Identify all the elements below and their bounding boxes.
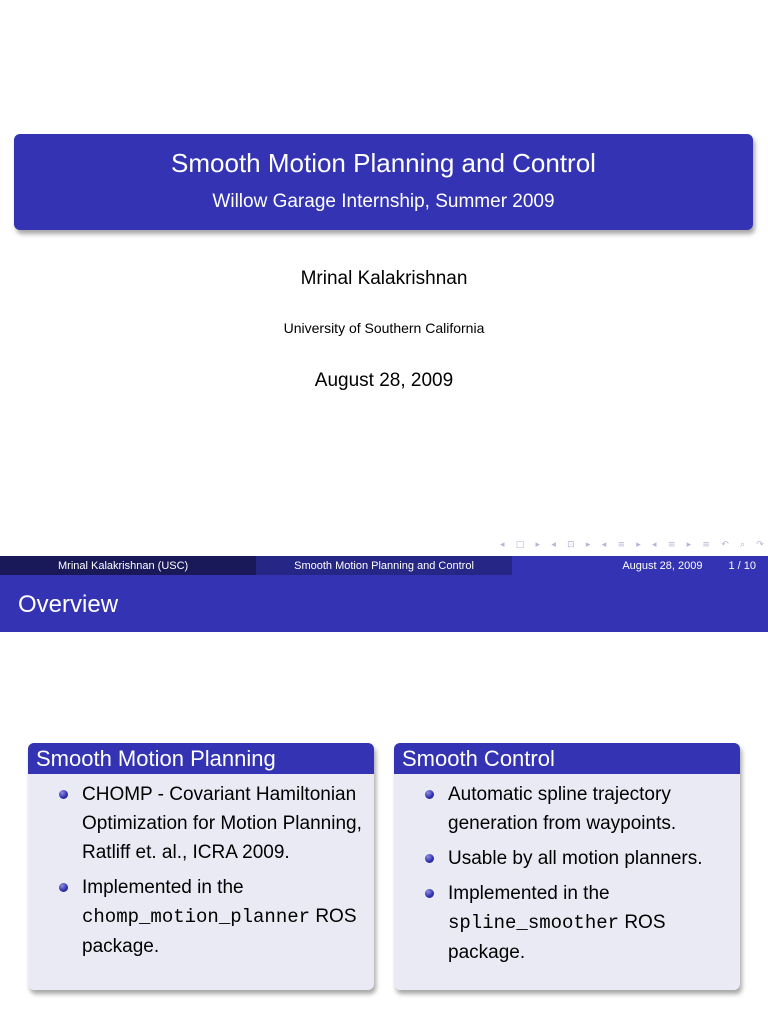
nav-next-subsection-icon[interactable]: ▸ — [636, 540, 641, 550]
footline — [0, 556, 768, 575]
nav-prev-subsection-icon[interactable]: ◂ — [601, 540, 607, 550]
package-name: spline_smoother — [448, 912, 620, 934]
list-item — [394, 879, 740, 967]
bullet-icon — [59, 790, 68, 799]
bullet-icon — [425, 854, 434, 863]
frame-title-bar — [0, 575, 768, 632]
date: August 28, 2009 — [314, 370, 454, 391]
nav-prev-section-icon[interactable]: ◂ — [551, 540, 556, 550]
nav-prev-subsub-icon[interactable]: ◂ — [652, 540, 657, 550]
bullet-list — [28, 780, 374, 961]
nav-section-icon[interactable]: ⊡ — [567, 540, 575, 550]
block-title: Smooth Motion Planning — [28, 743, 374, 774]
block-smooth-motion-planning — [28, 743, 374, 990]
nav-prev-frame-icon[interactable]: ◂ — [500, 540, 505, 550]
bullet-icon — [59, 883, 68, 892]
footer-title-text: Smooth Motion Planning and Control — [294, 559, 474, 572]
bullet-icon — [425, 889, 434, 898]
block-title: Smooth Control — [394, 743, 740, 774]
bullet-list — [394, 780, 740, 967]
institute: University of Southern California — [283, 320, 485, 336]
nav-next-subsub-icon[interactable]: ▸ — [686, 540, 692, 550]
slide-subtitle: Willow Garage Internship, Summer 2009 — [212, 191, 555, 212]
author: Mrinal Kalakrishnan — [300, 268, 468, 289]
list-item-text: ROS package. — [82, 906, 357, 957]
list-item-text: Usable by all motion planners. — [448, 848, 703, 869]
nav-next-frame-icon[interactable]: ▸ — [535, 540, 541, 550]
slide-title: Smooth Motion Planning and Control — [171, 148, 596, 178]
list-item-text: Implemented in the — [448, 883, 610, 904]
list-item — [394, 844, 740, 873]
nav-next-section-icon[interactable]: ▸ — [585, 540, 591, 550]
list-item — [394, 780, 740, 838]
footer-title — [256, 556, 512, 575]
footer-author-text: Mrinal Kalakrishnan (USC) — [58, 559, 189, 572]
nav-align-icon[interactable]: ≡ — [702, 540, 710, 550]
nav-forward-icon[interactable]: ↷ — [756, 540, 764, 550]
list-item-text: ROS package. — [448, 912, 666, 963]
list-item-text: CHOMP - Covariant Hamiltonian Optimization for Motion Planning, Ratliff et. al., ICRA 2009. — [82, 784, 362, 863]
nav-back-icon[interactable]: ↶ — [721, 540, 729, 550]
list-item — [28, 873, 374, 961]
list-item-text: Automatic spline trajectory generation from waypoints. — [448, 784, 677, 834]
footer-date: August 28, 2009 — [622, 559, 703, 572]
bullet-icon — [425, 790, 434, 799]
nav-search-icon[interactable]: ⌕ — [740, 540, 746, 550]
package-name: chomp_motion_planner — [82, 906, 311, 928]
block-smooth-control — [394, 743, 740, 990]
frame-title: Overview — [18, 591, 119, 618]
footer-page-number: 1 / 10 — [728, 559, 756, 572]
nav-subsub-icon[interactable]: ≡ — [667, 540, 676, 550]
title-box — [14, 134, 753, 230]
beamer-navigation — [500, 538, 764, 552]
list-item-text: Implemented in the — [82, 877, 244, 898]
nav-subsection-icon[interactable]: ≡ — [617, 540, 626, 550]
footer-author — [0, 556, 256, 575]
nav-frame-icon[interactable]: □ — [515, 540, 525, 550]
footer-date-page — [512, 556, 768, 575]
list-item — [28, 780, 374, 867]
